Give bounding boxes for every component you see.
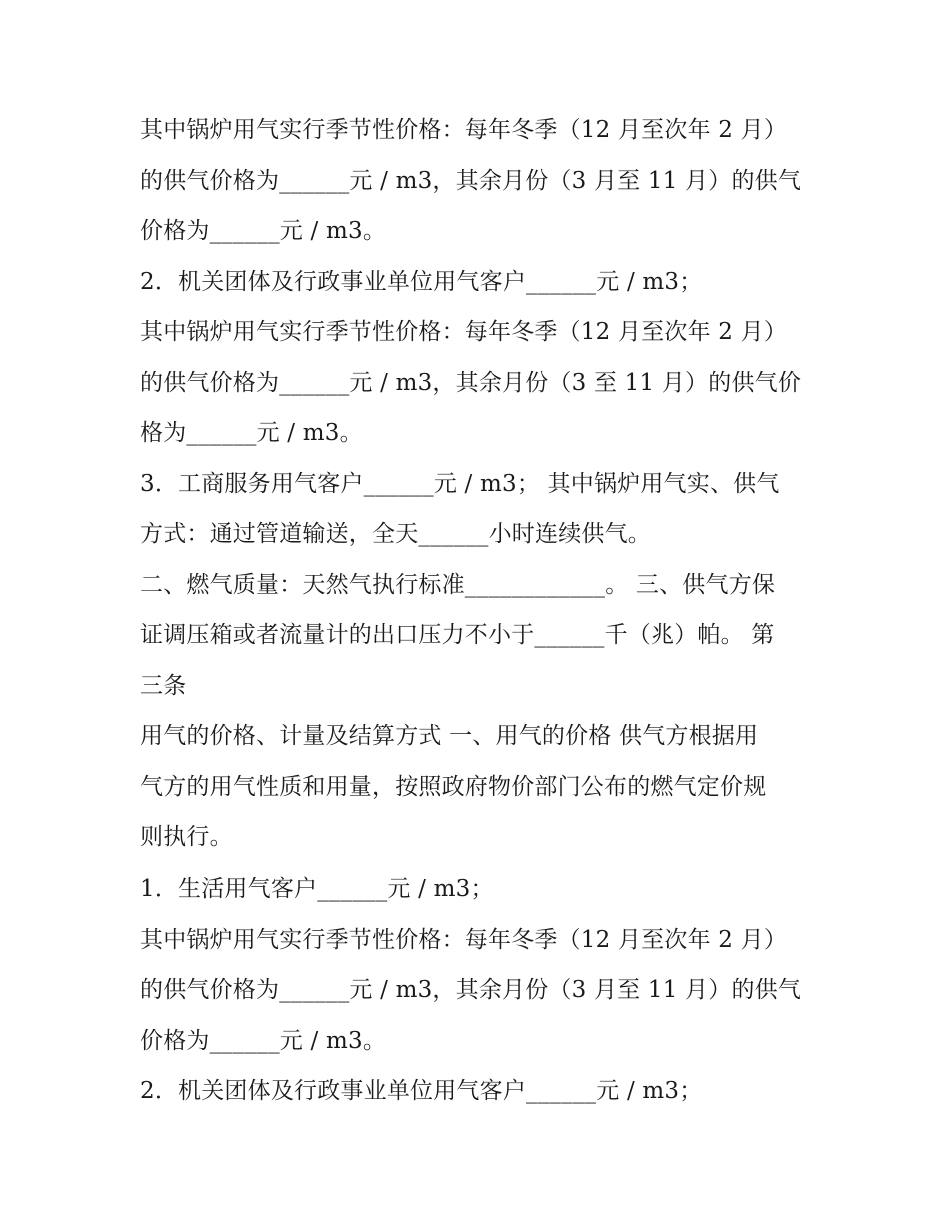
text-line: 其中锅炉用气实行季节性价格：每年冬季（12 月至次年 2 月） (140, 927, 788, 953)
text-line: 3．工商服务用气客户______元 / m3； 其中锅炉用气实、供气 (140, 471, 780, 497)
text-line: 价格为______元 / m3。 (140, 218, 387, 244)
text-line: 二、燃气质量：天然气执行标准____________。 三、供气方保 (140, 572, 776, 598)
text-line: 价格为______元 / m3。 (140, 1028, 387, 1054)
text-line: 方式：通过管道输送，全天______小时连续供气。 (140, 521, 651, 547)
text-line: 三条 (140, 673, 187, 699)
text-line: 则执行。 (140, 824, 233, 850)
text-line: 格为______元 / m3。 (140, 420, 363, 446)
text-line: 证调压箱或者流量计的出口压力不小于______千（兆）帕。 第 (140, 622, 775, 648)
text-line: 用气的价格、计量及结算方式 一、用气的价格 供气方根据用 (140, 723, 759, 749)
text-line: 气方的用气性质和用量，按照政府物价部门公布的燃气定价规 (140, 774, 767, 800)
text-line: 2．机关团体及行政事业单位用气客户______元 / m3； (140, 1078, 703, 1104)
text-line: 其中锅炉用气实行季节性价格：每年冬季（12 月至次年 2 月） (140, 117, 788, 143)
text-line: 的供气价格为______元 / m3，其余月份（3 至 11 月）的供气价 (140, 370, 802, 396)
text-line: 其中锅炉用气实行季节性价格：每年冬季（12 月至次年 2 月） (140, 319, 788, 345)
text-line: 2．机关团体及行政事业单位用气客户______元 / m3； (140, 269, 703, 295)
text-line: 1．生活用气客户______元 / m3； (140, 876, 494, 902)
text-line: 的供气价格为______元 / m3，其余月份（3 月至 11 月）的供气 (140, 168, 802, 194)
text-line: 的供气价格为______元 / m3，其余月份（3 月至 11 月）的供气 (140, 977, 802, 1003)
